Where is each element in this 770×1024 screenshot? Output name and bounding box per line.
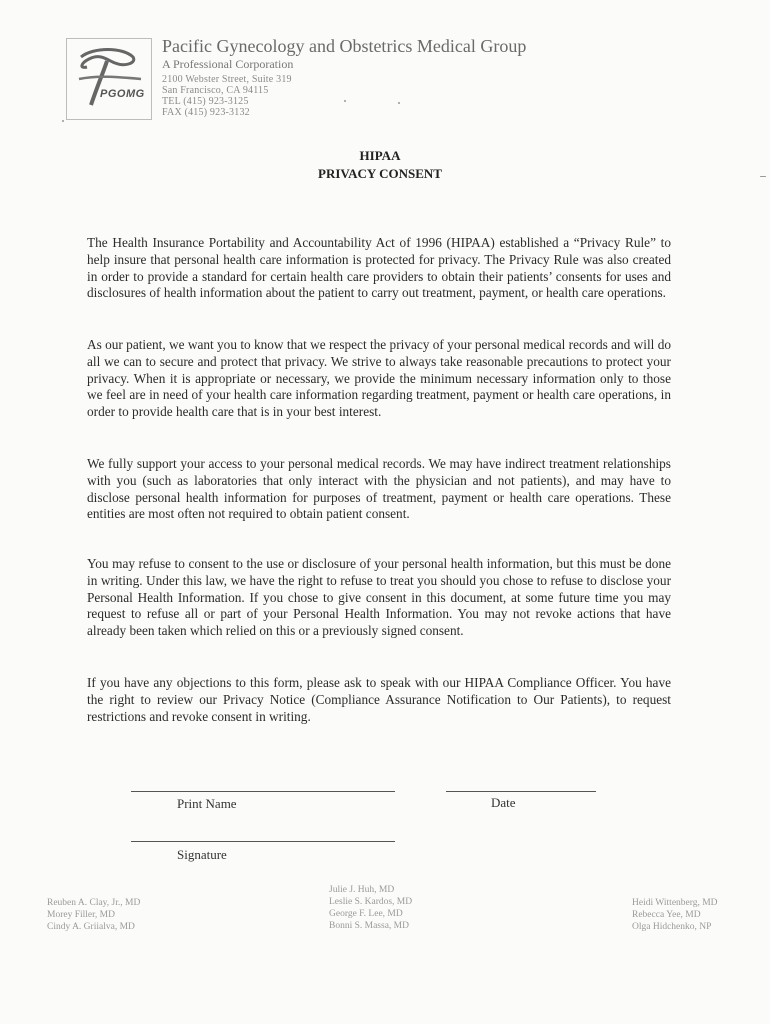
scan-speck bbox=[398, 102, 400, 104]
paragraph-respect-privacy: As our patient, we want you to know that we respect the privacy of your personal medical records and will do all we can to secure and protect that privacy. We strive to always take reasonable precautions to protect your privacy. When it is appropriate or necessary, we provide the minimum necessary information only to those we feel are in need of your health care information regarding treatment, payment or health care operations, in order to provide health care that is in your best interest. bbox=[87, 337, 671, 420]
physician-name: Bonni S. Massa, MD bbox=[329, 921, 409, 931]
paragraph-refuse-consent: You may refuse to consent to the use or disclosure of your personal health information, but this must be done in writing. Under this law, we have the right to refuse to treat you should you chose to refuse to disclose your Personal Health Information. If you chose to give consent in this document, at some future time you may request to refuse all or part of your Personal Health Information. You may not revoke actions that have already been taken which relied on this or a previously signed consent. bbox=[87, 556, 671, 639]
physicians-right-column bbox=[632, 897, 718, 933]
paragraph-records-access: We fully support your access to your personal medical records. We may have indirect treatment relationships with you (such as laboratories that only interact with the physician and not patients), and may have to disclose personal health information for purposes of treatment, payment or health care operations. These entities are most often not required to obtain patient consent. bbox=[87, 456, 671, 522]
signature-line[interactable] bbox=[131, 841, 395, 842]
logo-text: PGOMG bbox=[100, 88, 145, 100]
scan-speck bbox=[760, 176, 766, 177]
physicians-center-column bbox=[329, 884, 412, 932]
physician-name: Heidi Wittenberg, MD bbox=[632, 898, 718, 908]
physician-name: Julie J. Huh, MD bbox=[329, 885, 395, 895]
date-line[interactable] bbox=[446, 791, 596, 792]
physician-name: Reuben A. Clay, Jr., MD bbox=[47, 898, 141, 908]
doc-title-privacy-consent: PRIVACY CONSENT bbox=[318, 166, 442, 181]
scan-speck bbox=[344, 100, 346, 102]
print-name-line[interactable] bbox=[131, 791, 395, 792]
address-street: 2100 Webster Street, Suite 319 bbox=[162, 74, 292, 85]
physician-name: Morey Filler, MD bbox=[47, 910, 115, 920]
logo bbox=[66, 38, 152, 120]
paragraph-objections: If you have any objections to this form, please ask to speak with our HIPAA Compliance Officer. You have the right to review our Privacy Notice (Compliance Assurance Notification to Our Patients), to request restrictions and revoke consent in writing. bbox=[87, 675, 671, 724]
physician-name: Leslie S. Kardos, MD bbox=[329, 897, 413, 907]
fax-number: FAX (415) 923-3132 bbox=[162, 107, 250, 118]
physician-name: Olga Hidchenko, NP bbox=[632, 922, 712, 932]
doc-title-hipaa: HIPAA bbox=[359, 148, 401, 163]
org-subtitle: A Professional Corporation bbox=[162, 57, 294, 71]
date-label: Date bbox=[491, 795, 516, 810]
physicians-left-column bbox=[47, 897, 140, 933]
scan-speck bbox=[62, 120, 64, 122]
physician-name: Cindy A. Griialva, MD bbox=[47, 922, 135, 932]
signature-label: Signature bbox=[177, 847, 227, 862]
phone-number: TEL (415) 923-3125 bbox=[162, 96, 249, 107]
physician-name: George F. Lee, MD bbox=[329, 909, 403, 919]
logo-emblem-icon bbox=[67, 39, 151, 119]
physician-name: Rebecca Yee, MD bbox=[632, 910, 701, 920]
org-name: Pacific Gynecology and Obstetrics Medical Group bbox=[162, 36, 527, 56]
address-city: San Francisco, CA 94115 bbox=[162, 85, 269, 96]
paragraph-hipaa-intro: The Health Insurance Portability and Accountability Act of 1996 (HIPAA) established a “Privacy Rule” to help insure that personal health care information is protected for privacy. The Privacy Rule was also created in order to provide a standard for certain health care providers to obtain their patients’ consents for uses and disclosures of health information about the patient to carry out treatment, payment, or health care operations. bbox=[87, 235, 671, 301]
print-name-label: Print Name bbox=[177, 796, 237, 811]
